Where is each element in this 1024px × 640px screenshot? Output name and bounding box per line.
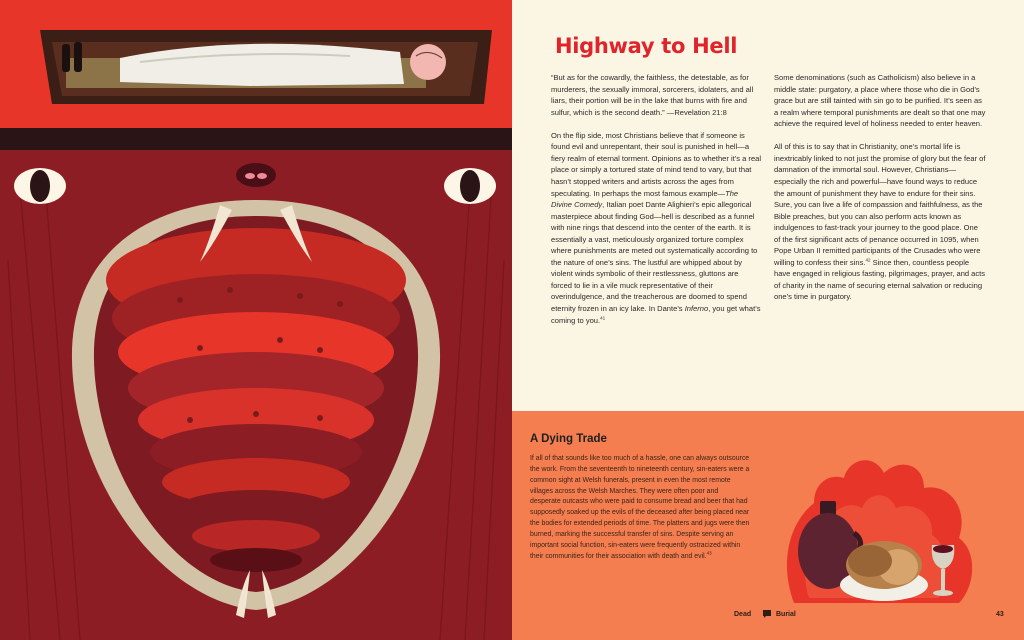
text-run: On the flip side, most Christians believe that if someone is found evil and unrepentant, their soul is punished in hell—a fiery realm of eternal torment. Opinions as to whether it’s a real place or simply a tortured state of mind tend to vary, but that hasn’t stopped writers and artists across the ages from speculating. In perhaps the most famous example— [551, 130, 762, 198]
text-run: If all of that sounds like too much of a hassle, one can always outsource the work. From the seventeenth to nineteenth century, sin-eaters were a common sight at Welsh funerals, present in even the most remote villages across the Welsh Marches. They were often poor and desperate outcasts who were paid to consume bread and beer that had supposedly soaked up the evils of the deceased after being placed near the bodies for extended periods of time. The platters and jugs were then burned, marking the successful transfer of sins. Despite serving an important social function, sin-eaters were frequently ostracized within their communities for their association with death and evil. [530, 455, 750, 560]
right-text-column [774, 72, 986, 315]
page-number: 43 [996, 611, 1004, 618]
coffin [40, 30, 492, 104]
body-paragraph-2: Some denominations (such as Catholicism) also believe in a middle state: purgatory, a place where those who die in God’s grace but are still tainted with sin go to be purified. It’s seen as a realm where temporal punishments are dealt so that one may achieve the required level of holiness needed to enter heaven. [774, 73, 986, 129]
text-run: All of this is to say that in Christianity, one’s mortal life is inextricably linked to not just the promise of glory but the fear of damnation of the immortal soul. However, Christians—especially the rich and powerful—have found ways to reduce the amount of punishment they have to endure for their sins. Sure, you can live a life of compassion and faithfulness, as the Bible preaches, but you can also perform acts known as indulgences to fast-track your journey to the good place. One of the first significant acts of penance occurred in 1095, when Pope Urban II remitted participants of the Crusades who were willing to confess their sins. [774, 142, 986, 267]
sin-eater-illustration [774, 453, 984, 613]
page-footer [512, 607, 1024, 627]
page-title: Highway to Hell [555, 34, 738, 58]
sidebar-body [530, 454, 750, 562]
footer-section-left: Dead [734, 611, 752, 618]
epigraph: “But as for the cowardly, the faithless, the detestable, as for murderers, the sexually immoral, sorcerers, idolaters, and all liars, their portion will be in the lake that burns with fire and sulfur, which is the second death.” —Revelation 21:8 [551, 73, 754, 117]
text-run: Since then, countless people have engaged in religious fasting, pilgrimages, prayer, and acts of charity in the name of securing eternal salvation or reducing one’s time in purgatory. [774, 257, 986, 302]
text-run: , Italian poet Dante Alighieri’s epic allegorical masterpiece about finding God—hell is described as a funnel with nine rings that descend into the center of the earth. It is essentially a vast, meticulously organized torture complex where punishments are meted out systematically according to the nature of one’s sins. The lustful are whipped about by violent winds symbolic of their restlessness, gluttons are forced to lie in a vile muck representative of their overindulgence, and the treacherous are doomed to spend eternity frozen in an icy lake. In Dante’s [551, 200, 758, 313]
book-title: The Divine Comedy [551, 188, 739, 210]
footer-section-right: Burial [776, 611, 796, 618]
body-paragraph-3 [774, 141, 986, 303]
text-run: , you get what’s coming to you. [551, 303, 761, 325]
speech-bubble-icon [762, 609, 772, 619]
sidebar-title: A Dying Trade [530, 433, 607, 445]
text-page [512, 0, 1024, 640]
book-title: Inferno [684, 303, 709, 313]
body-paragraph-1 [551, 130, 761, 326]
footnote-marker: 42 [865, 257, 871, 263]
footnote-marker: 43 [706, 550, 712, 556]
sidebar-box [512, 411, 1024, 640]
footnote-marker: 41 [600, 315, 606, 321]
left-text-column [551, 72, 761, 338]
